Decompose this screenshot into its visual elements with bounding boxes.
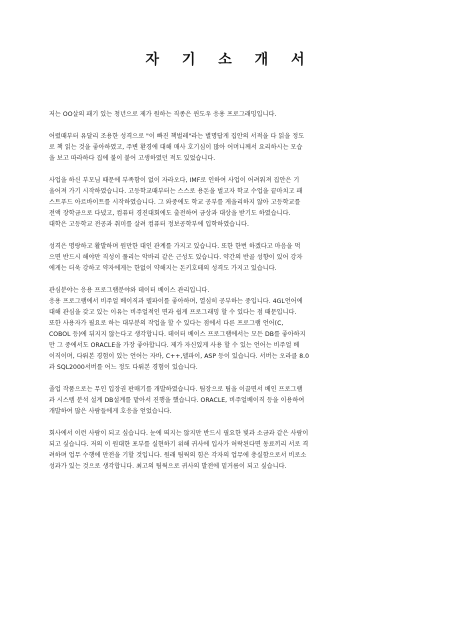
text-line: 졸업 작품으로는 무인 입장권 판매기를 개발하였습니다. 팀장으로 팀을 이끌면서 베인 프로그램 xyxy=(49,386,303,393)
text-line: 어렸때부터 유달리 조용한 성격으로 "이 빠진 책벌레"라는 별명답게 집안의 서적을 다 읽을 정도 xyxy=(49,133,305,140)
paragraph xyxy=(49,428,401,472)
text-line: 을 보고 따라하다 집에 불이 붙어 고생하였던 적도 있었습니다. xyxy=(49,155,216,162)
document-title: 자 기 소 개 서 xyxy=(145,52,314,68)
text-line: 스트푸드 아르바이트를 시작하였습니다. 그 와중에도 학교 공부를 게을리하지 않아 고등학교를 xyxy=(49,199,301,206)
text-line: 려하며 업무 수행에 만전을 기할 것입니다. 원래 팀웍의 힘은 각자의 업무에 충실함으로서 비로소 xyxy=(49,452,307,459)
text-line: 성과가 있는 것으로 생각합니다. 최고의 팀웍으로 귀사의 발전에 밑거름이 되고 싶습니다. xyxy=(49,463,287,470)
text-line: 응용 프로그램에서 비주얼 베이직과 델파이를 좋아하며, 열심히 공부하는 중입니다. 4GL언어에 xyxy=(49,298,303,305)
text-line: 전액 장학금으로 다녔고, 컴퓨터 경진대회에도 출전하여 금상과 대상을 받기도 하였습니다. xyxy=(49,210,291,217)
text-line: 회사에서 이런 사람이 되고 싶습니다. 눈에 띄지는 않지만 반드시 필요한 빛과 소금과 같은 사람이 xyxy=(49,430,309,437)
text-line: 관심분야는 응용 프로그램분야와 데이터 베이스 관리입니다. xyxy=(49,287,210,294)
paragraph xyxy=(49,131,401,164)
text-line: 에게는 더욱 강하고 약자에게는 한없이 약해지는 돈키호테의 성격도 가지고 있습니다. xyxy=(49,265,277,272)
text-line: 개발하여 많은 사람들에게 호응을 얻었습니다. xyxy=(49,408,172,415)
text-line: 사업을 하신 부모님 때문에 부족함이 없이 자라오다, IMF로 인하여 사업이 어려워져 집안은 기 xyxy=(49,177,300,184)
paragraph xyxy=(49,285,401,373)
text-line: 이직이며, 다뤄본 경험이 있는 언어는 자바, C++,델파이, ASP 등이 있습니다. 서버는 오라클 8.0 xyxy=(49,353,310,360)
text-line: 대해 관심을 갖고 있는 이유는 비주얼적인 면과 쉽게 프로그래밍 할 수 있다는 점 때문입니다. xyxy=(49,309,297,316)
text-line: COBOL 등)에 뒤지지 않는다고 생각합니다. 데이터 베이스 프로그램에서는 모든 DB를 좋아하지 xyxy=(49,331,306,338)
text-line: 저는 OO살의 패기 있는 청년으로 제가 원하는 직종은 윈도우 응용 프로그래밍입니다. xyxy=(49,111,277,118)
paragraph xyxy=(49,384,401,417)
text-line: 과 SQL2000서버를 어느 정도 다뤄본 경험이 있습니다. xyxy=(49,364,198,371)
text-line: 으면 반드시 해야만 직성이 풀리는 악바리 같은 근성도 있습니다. 약간의 반골 성향이 있어 강자 xyxy=(49,254,303,261)
text-line: 되고 싶습니다. 저의 이 원대한 포부를 실현하기 위해 귀사에 입사가 허락된다면 동료끼리 서로 격 xyxy=(49,441,309,448)
text-line: 울어져 가기 시작하였습니다. 고등학교때부터는 스스로 용돈을 벌고자 학교 수업을 끝마치고 패 xyxy=(49,188,303,195)
text-line: 대학은 고등학교 전공과 취미를 살려 컴퓨터 정보공학부에 입학하였습니다. xyxy=(49,221,249,228)
paragraph xyxy=(49,241,401,274)
paragraph xyxy=(49,175,401,230)
paragraph xyxy=(49,109,401,120)
text-line: 로 책 읽는 것을 좋아하였고, 주변 환경에 대해 매사 호기심이 많아 어머니께서 요리하시는 모습 xyxy=(49,144,303,151)
text-line: 만 그 중에서도 ORACLE을 가장 좋아합니다. 제가 자신있게 사용 할 수 있는 언어는 비주얼 베 xyxy=(49,342,300,349)
text-line: 과 시스템 분석 설계 DB설계를 맡아서 진행을 했습니다. ORACLE, 비주얼베이직 등을 이용하여 xyxy=(49,397,305,404)
text-line: 또한 사용자가 필요로 하는 대부분의 작업을 할 수 있다는 점에서 다른 프로그램 언어(C, xyxy=(49,320,284,327)
document-body xyxy=(49,109,401,472)
text-line: 성격은 명랑하고 활발하며 원만한 대인 관계를 가지고 있습니다. 또한 한번 하겠다고 마음을 먹 xyxy=(49,243,301,250)
